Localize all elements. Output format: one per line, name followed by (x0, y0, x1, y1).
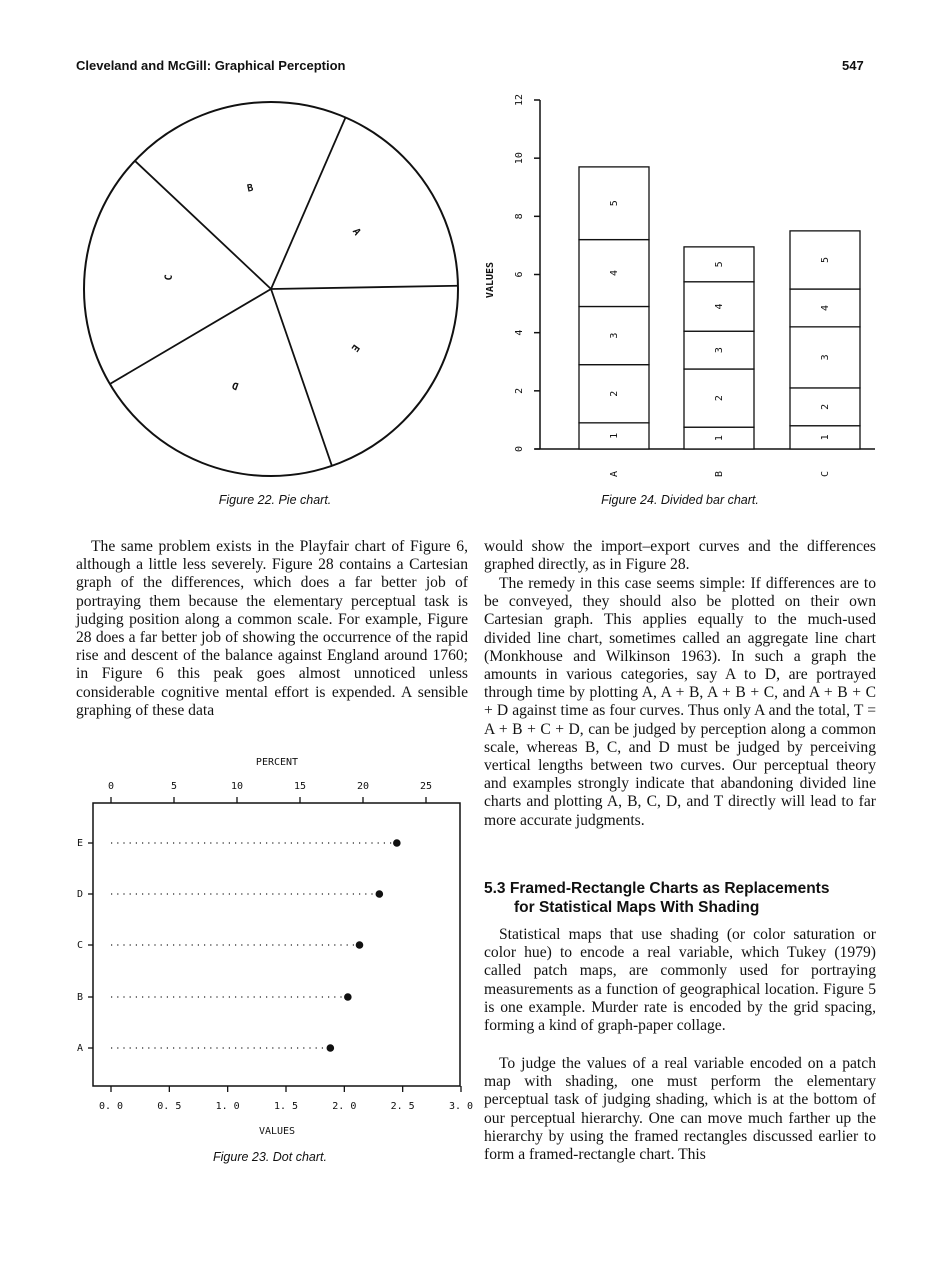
bar-y-tick-label: 6 (514, 271, 525, 278)
dot-point (393, 839, 401, 847)
bar-y-tick-label: 4 (514, 329, 525, 336)
bar-segment-label: 2 (820, 403, 831, 410)
pie-slice-label: C (163, 274, 176, 282)
pie-slice-boundary (135, 161, 271, 289)
figure-23-caption: Figure 23. Dot chart. (213, 1150, 327, 1164)
bar-segment-label: 2 (714, 395, 725, 402)
bar-y-tick-label: 10 (514, 152, 525, 165)
page-number: 547 (842, 58, 864, 73)
bar-y-axis-title: VALUES (485, 261, 496, 299)
dot-top-tick-label: 0 (107, 781, 115, 792)
bar-segment-label: 4 (820, 304, 831, 311)
dot-point (344, 993, 352, 1001)
dot-category-label: E (76, 838, 84, 849)
dot-chart (60, 748, 480, 1148)
dot-x-tick-label: 1. 5 (273, 1101, 299, 1112)
bar-y-tick-label: 0 (514, 445, 525, 453)
bar-segment-label: 4 (609, 270, 620, 277)
bar-segment-label: 2 (609, 390, 620, 397)
figure-22-caption: Figure 22. Pie chart. (218, 493, 332, 507)
dot-top-axis-title: PERCENT (255, 757, 299, 768)
body-paragraph-right-2: The remedy in this case seems simple: If differences are to be conveyed, they should also be plotted on their own Cartesian graph. This applies equally to the much-used divided line chart, sometimes called an aggregate line chart (Monkhouse and Wilkinson 1963). In such a graph the amounts in various categories, say A to D, are portrayed through time by plotting A, A + B, A + B + C, and A + B + C + D against time as four curves. Thus only A and the total, T = A + B + C + D, can be judged by perception along a common scale, whereas B, C, and D must be judged by perceiving vertical lengths between two curves. Our perceptual theory and examples strongly indicate that abandoning divided line charts and plotting A, B, C, D, and T directly will lead to far more accurate judgments. (484, 575, 876, 829)
pie-slice-boundary (271, 286, 458, 289)
dot-x-tick-label: 1. 0 (215, 1101, 240, 1112)
bar-segment-label: 5 (714, 261, 725, 268)
figure-24-caption: Figure 24. Divided bar chart. (601, 493, 759, 507)
pie-chart (70, 86, 480, 491)
dot-category-label: D (76, 889, 84, 900)
running-title: Cleveland and McGill: Graphical Perception (76, 58, 346, 73)
dot-top-tick-label: 20 (356, 781, 370, 792)
pie-slice-label: E (348, 342, 362, 354)
dot-x-tick-label: 0. 0 (98, 1101, 124, 1112)
bar-segment-label: 3 (609, 332, 620, 339)
pie-slice-label: A (349, 226, 363, 238)
bar-category-label: A (609, 470, 620, 478)
dot-top-tick-label: 25 (419, 781, 433, 792)
dot-category-label: A (76, 1043, 84, 1054)
bar-segment-label: 3 (714, 347, 725, 354)
bar-category-label: C (820, 470, 831, 478)
divided-bar-chart (480, 80, 880, 490)
dot-point (356, 941, 364, 949)
dot-point (327, 1044, 335, 1052)
dot-frame (93, 803, 460, 1086)
bar-y-tick-label: 8 (514, 213, 525, 220)
section-heading-line-2: for Statistical Maps With Shading (514, 899, 760, 916)
bar-category-label: B (714, 470, 725, 478)
bar-segment-label: 1 (609, 432, 620, 439)
dot-top-tick-label: 5 (170, 781, 178, 792)
dot-x-axis-title: VALUES (258, 1126, 296, 1137)
pie-slice-boundary (271, 117, 346, 289)
dot-top-tick-label: 15 (293, 781, 307, 792)
bar-segment-label: 1 (820, 434, 831, 441)
pie-slice-boundary (271, 289, 332, 466)
bar-segment-label: 5 (609, 200, 620, 207)
body-paragraph-right-4: To judge the values of a real variable encoded on a patch map with shading, one must perform the elementary perceptual task of judging shading, which is at the bottom of our perceptual hierarchy. One can move much farther up the hierarchy by using the framed rectangles discussed earlier to form a framed-rectangle chart. This (484, 1055, 876, 1164)
dot-category-label: B (76, 992, 84, 1003)
dot-top-tick-label: 10 (230, 781, 244, 792)
section-heading-line-1: 5.3 Framed-Rectangle Charts as Replacements (484, 880, 830, 897)
dot-x-tick-label: 2. 0 (332, 1101, 357, 1112)
bar-y-tick-label: 2 (514, 387, 525, 394)
body-paragraph-right-3: Statistical maps that use shading (or color saturation or color hue) to encode a real variable, which Tukey (1979) called patch maps, are commonly used for portraying measurements as a function of geographical location. Figure 5 is one example. Murder rate is encoded by the grid spacing, forming a kind of graph-paper collage. (484, 926, 876, 1035)
body-paragraph-right-1: would show the import–export curves and the differences graphed directly, as in Figure 28. (484, 538, 876, 574)
dot-point (376, 890, 384, 898)
pie-slice-label: B (246, 182, 255, 195)
bar-segment-label: 4 (714, 303, 725, 310)
pie-slice-boundary (110, 289, 271, 384)
bar-segment-label: 3 (820, 354, 831, 361)
dot-category-label: C (76, 940, 84, 951)
dot-x-tick-label: 0. 5 (157, 1101, 182, 1112)
body-paragraph-left: The same problem exists in the Playfair chart of Figure 6, although a little less severely. Figure 28 contains a Cartesian graph of the differences, which does a far better job of portraying them because the elementary perceptual task is judging position along a common scale. For example, Figure 28 does a far better job of showing the occurrence of the rapid rise and descent of the balance against England around 1760; in Figure 6 this peak goes almost unnoticed unless considerable cognitive mental effort is expended. A sensible graphing of these data (76, 538, 468, 719)
bar-segment-label: 1 (714, 435, 725, 442)
dot-x-tick-label: 3. 0 (448, 1101, 474, 1112)
bar-y-tick-label: 12 (514, 93, 525, 107)
bar-segment-label: 5 (820, 256, 831, 263)
dot-x-tick-label: 2. 5 (390, 1101, 415, 1112)
section-heading (484, 879, 829, 917)
pie-slice-label: D (230, 378, 241, 392)
